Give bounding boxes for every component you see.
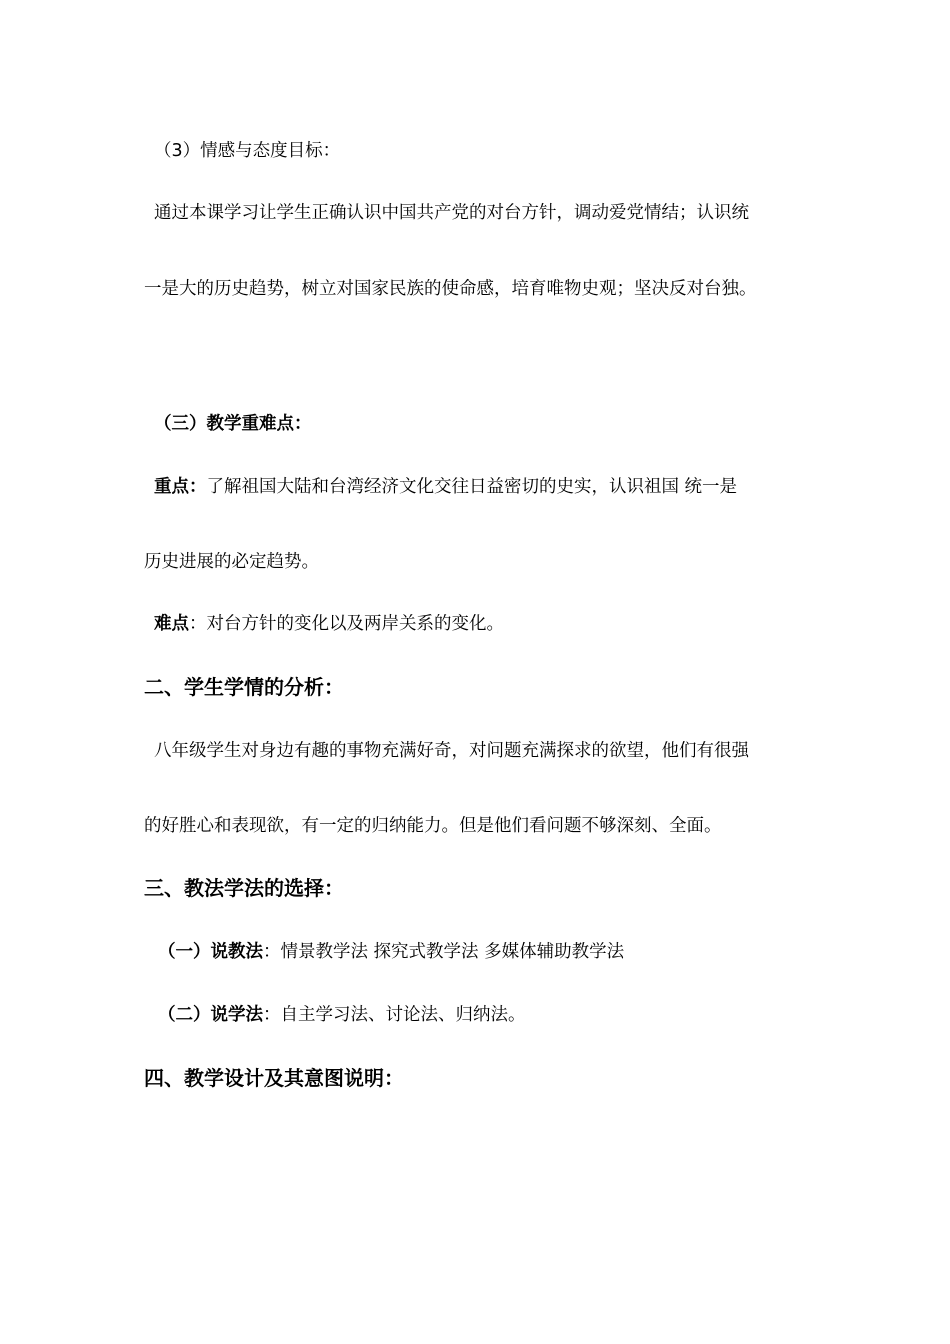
- teaching-method-label: （一）说教法: [158, 942, 263, 962]
- emotion-goal-title: （3）情感与态度目标：: [154, 141, 341, 161]
- key-point-line-1: [154, 475, 834, 499]
- design-heading: 四、教学设计及其意图说明：: [144, 1066, 404, 1090]
- emotion-goal-line-2: 一是大的历史趋势，树立对国家民族的使命感，培育唯物史观；坚决反对台独。: [144, 279, 757, 299]
- learning-method-label: （二）说学法: [158, 1005, 263, 1025]
- learning-method-line: [158, 1003, 838, 1027]
- teaching-method-line: [158, 940, 838, 964]
- student-analysis-heading: 二、学生学情的分析：: [144, 675, 344, 699]
- key-point-text: 了解祖国大陆和台湾经济文化交往日益密切的史实，认识祖国 统一是: [206, 477, 738, 497]
- teaching-method-text: ：情景教学法 探究式教学法 多媒体辅助教学法: [263, 942, 625, 962]
- student-analysis-line-1: 八年级学生对身边有趣的事物充满好奇，对问题充满探求的欲望，他们有很强: [154, 741, 749, 761]
- difficulty-line: [154, 612, 834, 636]
- emotion-goal-line-1: 通过本课学习让学生正确认识中国共产党的对台方针，调动爱党情结；认识统: [154, 203, 749, 223]
- difficulty-label: 难点: [154, 614, 189, 634]
- difficulty-text: ：对台方针的变化以及两岸关系的变化。: [189, 614, 504, 634]
- key-difficulty-title: （三）教学重难点：: [154, 414, 312, 434]
- student-analysis-line-2: 的好胜心和表现欲，有一定的归纳能力。但是他们看问题不够深刻、全面。: [144, 816, 722, 836]
- methods-heading: 三、教法学法的选择：: [144, 876, 344, 900]
- key-point-line-2: 历史进展的必定趋势。: [144, 552, 319, 572]
- key-point-label: 重点：: [154, 477, 207, 497]
- learning-method-text: ：自主学习法、讨论法、归纳法。: [263, 1005, 526, 1025]
